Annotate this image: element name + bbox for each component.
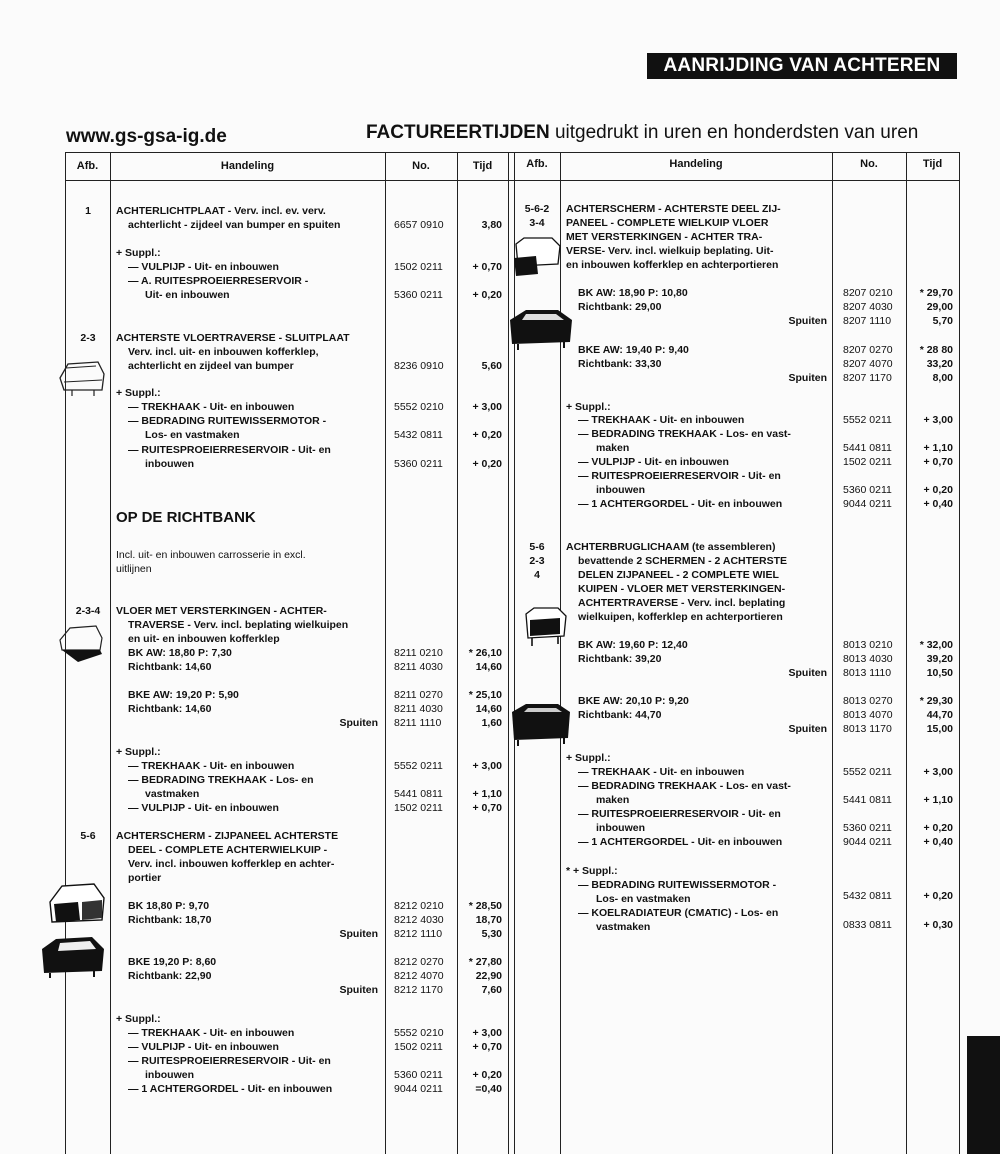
suppl-item: — TREKHAAK - Uit- en inbouwen bbox=[128, 760, 295, 772]
car-rear-axle-body-dark-icon bbox=[510, 702, 572, 748]
part-number: 9044 0211 bbox=[394, 1083, 443, 1095]
time-value: 5,60 bbox=[481, 360, 502, 372]
time-value: * 28,50 bbox=[468, 900, 502, 912]
time-value: + 0,70 bbox=[472, 802, 502, 814]
col-rule bbox=[508, 152, 509, 1154]
time-value: * 32,00 bbox=[919, 639, 953, 651]
suppl-item: — VULPIJP - Uit- en inbouwen bbox=[128, 802, 279, 814]
suppl-item-cont: vastmaken bbox=[145, 788, 200, 800]
time-value: 18,70 bbox=[475, 914, 502, 926]
suppl-item: — BEDRADING RUITEWISSERMOTOR - bbox=[128, 415, 327, 427]
operation-text: ACHTERTRAVERSE - Verv. incl. beplating bbox=[578, 597, 786, 609]
time-value: + 3,00 bbox=[923, 414, 953, 426]
suppl-item-cont: vastmaken bbox=[596, 921, 651, 933]
part-number: 5360 0211 bbox=[394, 458, 443, 470]
part-number: 5360 0211 bbox=[394, 289, 443, 301]
time-value: 5,70 bbox=[932, 315, 953, 327]
richtbank-line: Richtbank: 22,90 bbox=[128, 970, 212, 982]
operation-text: bevattende 2 SCHERMEN - 2 ACHTERSTE bbox=[578, 555, 788, 567]
operation-text: achterlicht - zijdeel van bumper en spuiten bbox=[128, 219, 341, 231]
part-number: 5441 0811 bbox=[843, 794, 892, 806]
richtbank-line: Richtbank: 33,30 bbox=[578, 358, 662, 370]
part-number: 8013 0270 bbox=[843, 695, 893, 707]
afb-number: 4 bbox=[534, 569, 540, 581]
part-number: 8236 0910 bbox=[394, 360, 444, 372]
part-number: 8211 0210 bbox=[394, 647, 443, 659]
part-number: 8207 4070 bbox=[843, 358, 893, 370]
time-value: + 0,30 bbox=[923, 919, 953, 931]
part-number: 8207 1170 bbox=[843, 372, 892, 384]
suppl-heading: + Suppl.: bbox=[566, 752, 611, 764]
time-value: 22,90 bbox=[475, 970, 502, 982]
part-number: 1502 0211 bbox=[394, 802, 443, 814]
suppl-item: — VULPIJP - Uit- en inbouwen bbox=[128, 261, 279, 273]
part-number: 8211 4030 bbox=[394, 703, 443, 715]
col-header-tijd-right: Tijd bbox=[922, 158, 943, 170]
time-value: =0,40 bbox=[475, 1083, 502, 1095]
operation-title: ACHTERBRUGLICHAAM (te assembleren) bbox=[566, 541, 776, 553]
time-value: 10,50 bbox=[926, 667, 953, 679]
time-value: 7,60 bbox=[481, 984, 502, 996]
operation-text: TRAVERSE - Verv. incl. beplating wielkuipen bbox=[128, 619, 349, 631]
afb-number: 5-6 bbox=[80, 830, 96, 842]
richtbank-line: Richtbank: 29,00 bbox=[578, 301, 662, 313]
suppl-item: — BEDRADING TREKHAAK - Los- en vast- bbox=[578, 780, 791, 792]
section-note: Incl. uit- en inbouwen carrosserie in excl. bbox=[116, 549, 306, 561]
part-number: 5441 0811 bbox=[394, 788, 443, 800]
col-header-no-right: No. bbox=[860, 158, 878, 170]
part-number: 8211 0270 bbox=[394, 689, 443, 701]
bke-line: BKE AW: 20,10 P: 9,20 bbox=[578, 695, 689, 707]
part-number: 9044 0211 bbox=[843, 498, 892, 510]
part-number: 5432 0811 bbox=[394, 429, 443, 441]
part-number: 5552 0211 bbox=[843, 766, 892, 778]
suppl-item: — 1 ACHTERGORDEL - Uit- en inbouwen bbox=[578, 498, 783, 510]
operation-text: VERSE- Verv. incl. wielkuip beplating. Uit- bbox=[566, 245, 774, 257]
suppl-item: — RUITESPROEIERRESERVOIR - Uit- en bbox=[128, 1055, 331, 1067]
suppl-item-cont: inbouwen bbox=[596, 822, 645, 834]
part-number: 5552 0210 bbox=[394, 1027, 444, 1039]
part-number: 8212 4070 bbox=[394, 970, 444, 982]
part-number: 8013 1110 bbox=[843, 667, 892, 679]
car-floor-outline-icon bbox=[58, 620, 104, 666]
part-number: 8212 0210 bbox=[394, 900, 444, 912]
richtbank-line: Richtbank: 14,60 bbox=[128, 703, 212, 715]
suppl-item: — 1 ACHTERGORDEL - Uit- en inbouwen bbox=[128, 1083, 333, 1095]
operation-title: VLOER MET VERSTERKINGEN - ACHTER- bbox=[116, 605, 327, 617]
time-value: 29,00 bbox=[926, 301, 953, 313]
part-number: 5552 0211 bbox=[843, 414, 892, 426]
col-header-handeling-right: Handeling bbox=[669, 158, 723, 170]
suppl-heading: + Suppl.: bbox=[116, 387, 161, 399]
bk-line: BK AW: 18,90 P: 10,80 bbox=[578, 287, 688, 299]
suppl-item: — TREKHAAK - Uit- en inbouwen bbox=[578, 414, 745, 426]
col-rule bbox=[832, 152, 833, 1154]
part-number: 6657 0910 bbox=[394, 219, 444, 231]
time-value: + 0,20 bbox=[472, 429, 502, 441]
col-rule bbox=[560, 152, 561, 1154]
suppl-heading: + Suppl.: bbox=[116, 247, 161, 259]
suppl-heading: + Suppl.: bbox=[116, 746, 161, 758]
col-header-tijd: Tijd bbox=[472, 160, 493, 172]
spuiten-label: Spuiten bbox=[788, 372, 827, 384]
part-number: 1502 0211 bbox=[394, 261, 443, 273]
time-value: 15,00 bbox=[926, 723, 953, 735]
part-number: 5552 0211 bbox=[394, 760, 443, 772]
suppl-item: — VULPIJP - Uit- en inbouwen bbox=[128, 1041, 279, 1053]
suppl-item: — BEDRADING TREKHAAK - Los- en vast- bbox=[578, 428, 791, 440]
suppl-item: — RUITESPROEIERRESERVOIR - Uit- en bbox=[578, 470, 781, 482]
suppl-item-cont: Los- en vastmaken bbox=[145, 429, 240, 441]
suppl-item-cont: Los- en vastmaken bbox=[596, 893, 691, 905]
bk-line: BK AW: 19,60 P: 12,40 bbox=[578, 639, 688, 651]
header-top-rule bbox=[65, 152, 960, 153]
time-value: 44,70 bbox=[926, 709, 953, 721]
time-value: + 3,00 bbox=[472, 760, 502, 772]
operation-text: DELEN ZIJPANEEL - 2 COMPLETE WIEL bbox=[578, 569, 779, 581]
spuiten-label: Spuiten bbox=[788, 315, 827, 327]
time-value: + 1,10 bbox=[923, 442, 953, 454]
time-value: + 0,20 bbox=[923, 484, 953, 496]
spuiten-label: Spuiten bbox=[788, 667, 827, 679]
car-rear-outline-icon bbox=[58, 352, 106, 400]
operation-text: KUIPEN - VLOER MET VERSTERKINGEN- bbox=[578, 583, 786, 595]
suppl-item: — A. RUITESPROEIERRESERVOIR - bbox=[128, 275, 309, 287]
spuiten-label: Spuiten bbox=[788, 723, 827, 735]
part-number: 1502 0211 bbox=[843, 456, 892, 468]
suppl-item: — VULPIJP - Uit- en inbouwen bbox=[578, 456, 729, 468]
part-number: 0833 0811 bbox=[843, 919, 892, 931]
afb-number: 2-3 bbox=[529, 555, 545, 567]
bke-line: BKE AW: 19,40 P: 9,40 bbox=[578, 344, 689, 356]
time-value: * 26,10 bbox=[468, 647, 502, 659]
col-rule bbox=[959, 152, 960, 1154]
time-value: + 0,20 bbox=[923, 822, 953, 834]
afb-number: 5-6-2 bbox=[524, 203, 550, 215]
col-rule bbox=[457, 152, 458, 1154]
operation-text: MET VERSTERKINGEN - ACHTER TRA- bbox=[566, 231, 763, 243]
operation-text: portier bbox=[128, 872, 162, 884]
operation-text: Verv. incl. uit- en inbouwen kofferklep, bbox=[128, 346, 319, 358]
col-rule bbox=[514, 152, 515, 1154]
suppl-item-cont: inbouwen bbox=[596, 484, 645, 496]
time-value: + 0,20 bbox=[472, 458, 502, 470]
operation-text: wielkuipen, kofferklep en achterportieren bbox=[578, 611, 783, 623]
car-rear-quarter-icon bbox=[48, 880, 106, 930]
time-value: * 29,30 bbox=[919, 695, 953, 707]
afb-number: 2-3-4 bbox=[75, 605, 101, 617]
col-header-afb-right: Afb. bbox=[526, 158, 548, 170]
suppl-heading: + Suppl.: bbox=[116, 1013, 161, 1025]
bk-line: BK AW: 18,80 P: 7,30 bbox=[128, 647, 232, 659]
time-value: + 1,10 bbox=[923, 794, 953, 806]
col-rule bbox=[385, 152, 386, 1154]
part-number: 8212 0270 bbox=[394, 956, 444, 968]
time-value: + 0,40 bbox=[923, 498, 953, 510]
page-subtitle bbox=[366, 122, 918, 144]
col-header-no: No. bbox=[412, 160, 430, 172]
part-number: 8211 1110 bbox=[394, 717, 442, 729]
time-value: 39,20 bbox=[926, 653, 953, 665]
subtitle-bold: FACTUREERTIJDEN bbox=[366, 122, 550, 143]
time-value: 14,60 bbox=[475, 703, 502, 715]
operation-text: PANEEL - COMPLETE WIELKUIP VLOER bbox=[566, 217, 769, 229]
suppl-item: — TREKHAAK - Uit- en inbouwen bbox=[578, 766, 745, 778]
time-value: + 3,00 bbox=[472, 401, 502, 413]
site-url: www.gs-gsa-ig.de bbox=[66, 126, 227, 147]
time-value: * 29,70 bbox=[919, 287, 953, 299]
suppl-item-cont: maken bbox=[596, 794, 630, 806]
car-rear-section-icon bbox=[512, 234, 562, 280]
section-heading: OP DE RICHTBANK bbox=[116, 509, 256, 526]
richtbank-line: Richtbank: 44,70 bbox=[578, 709, 662, 721]
part-number: 8207 1110 bbox=[843, 315, 892, 327]
part-number: 8212 1110 bbox=[394, 928, 443, 940]
header-bottom-rule bbox=[65, 180, 960, 181]
time-value: + 0,70 bbox=[923, 456, 953, 468]
col-header-handeling: Handeling bbox=[220, 160, 275, 172]
suppl-item: — TREKHAAK - Uit- en inbouwen bbox=[128, 1027, 295, 1039]
section-note: uitlijnen bbox=[116, 563, 152, 575]
spuiten-label: Spuiten bbox=[339, 984, 378, 996]
part-number: 8207 0270 bbox=[843, 344, 893, 356]
part-number: 8211 4030 bbox=[394, 661, 443, 673]
suppl-item: — BEDRADING TREKHAAK - Los- en bbox=[128, 774, 314, 786]
operation-text: en inbouwen kofferklep en achterportieren bbox=[566, 259, 779, 271]
part-number: 9044 0211 bbox=[843, 836, 892, 848]
operation-title: ACHTERSCHERM - ZIJPANEEL ACHTERSTE bbox=[116, 830, 339, 842]
operation-title: ACHTERSTE VLOERTRAVERSE - SLUITPLAAT bbox=[116, 332, 350, 344]
col-rule bbox=[906, 152, 907, 1154]
suppl-item: — RUITESPROEIERRESERVOIR - Uit- en bbox=[128, 444, 331, 456]
subtitle-rest: uitgedrukt in uren en honderdsten van uren bbox=[549, 122, 919, 143]
spuiten-label: Spuiten bbox=[339, 717, 378, 729]
time-value: + 0,70 bbox=[472, 261, 502, 273]
operation-title: ACHTERLICHTPLAAT - Verv. incl. ev. verv. bbox=[116, 205, 326, 217]
part-number: 8212 4030 bbox=[394, 914, 444, 926]
time-value: 1,60 bbox=[481, 717, 502, 729]
time-value: + 0,40 bbox=[923, 836, 953, 848]
richtbank-line: Richtbank: 14,60 bbox=[128, 661, 212, 673]
part-number: 8013 4070 bbox=[843, 709, 893, 721]
suppl-heading: + Suppl.: bbox=[566, 401, 611, 413]
operation-text: en uit- en inbouwen kofferklep bbox=[128, 633, 280, 645]
part-number: 5360 0211 bbox=[843, 822, 892, 834]
bk-line: BK 18,80 P: 9,70 bbox=[128, 900, 210, 912]
car-rear-axle-body-icon bbox=[522, 606, 568, 650]
time-value: 14,60 bbox=[475, 661, 502, 673]
time-value: + 0,20 bbox=[472, 289, 502, 301]
part-number: 8207 0210 bbox=[843, 287, 893, 299]
afb-number: 3-4 bbox=[529, 217, 545, 229]
suppl-item: — KOELRADIATEUR (CMATIC) - Los- en bbox=[578, 907, 779, 919]
suppl-item-cont: inbouwen bbox=[145, 458, 194, 470]
time-value: + 0,20 bbox=[923, 890, 953, 902]
afb-number: 1 bbox=[85, 205, 91, 217]
part-number: 8212 1170 bbox=[394, 984, 443, 996]
time-value: + 0,20 bbox=[472, 1069, 502, 1081]
page-edge-tab bbox=[967, 1036, 1000, 1154]
time-value: + 0,70 bbox=[472, 1041, 502, 1053]
bke-line: BKE AW: 19,20 P: 5,90 bbox=[128, 689, 239, 701]
car-rear-body-dark-icon bbox=[508, 308, 574, 352]
operation-text: Verv. incl. inbouwen kofferklep en achter- bbox=[128, 858, 335, 870]
suppl-item-cont: inbouwen bbox=[145, 1069, 194, 1081]
part-number: 8013 0210 bbox=[843, 639, 893, 651]
suppl-item: — BEDRADING RUITEWISSERMOTOR - bbox=[578, 879, 777, 891]
suppl-heading: * + Suppl.: bbox=[566, 865, 618, 877]
suppl-item-cont: maken bbox=[596, 442, 630, 454]
time-value: * 27,80 bbox=[468, 956, 502, 968]
time-value: 8,00 bbox=[932, 372, 953, 384]
afb-number: 2-3 bbox=[80, 332, 96, 344]
time-value: * 25,10 bbox=[468, 689, 502, 701]
suppl-item: — RUITESPROEIERRESERVOIR - Uit- en bbox=[578, 808, 781, 820]
suppl-item: — TREKHAAK - Uit- en inbouwen bbox=[128, 401, 295, 413]
part-number: 1502 0211 bbox=[394, 1041, 443, 1053]
time-value: 5,30 bbox=[481, 928, 502, 940]
operation-text: achterlicht en zijdeel van bumper bbox=[128, 360, 294, 372]
richtbank-line: Richtbank: 39,20 bbox=[578, 653, 662, 665]
part-number: 5432 0811 bbox=[843, 890, 892, 902]
time-value: 3,80 bbox=[481, 219, 502, 231]
part-number: 8013 4030 bbox=[843, 653, 893, 665]
time-value: + 3,00 bbox=[923, 766, 953, 778]
time-value: + 3,00 bbox=[472, 1027, 502, 1039]
part-number: 5360 0211 bbox=[394, 1069, 443, 1081]
operation-title: ACHTERSCHERM - ACHTERSTE DEEL ZIJ- bbox=[566, 203, 781, 215]
suppl-item: — 1 ACHTERGORDEL - Uit- en inbouwen bbox=[578, 836, 783, 848]
bke-line: BKE 19,20 P: 8,60 bbox=[128, 956, 217, 968]
col-rule bbox=[110, 152, 111, 1154]
part-number: 5441 0811 bbox=[843, 442, 892, 454]
time-value: + 1,10 bbox=[472, 788, 502, 800]
part-number: 5552 0210 bbox=[394, 401, 444, 413]
part-number: 5360 0211 bbox=[843, 484, 892, 496]
col-header-afb: Afb. bbox=[76, 160, 99, 172]
time-value: * 28 80 bbox=[919, 344, 953, 356]
part-number: 8013 1170 bbox=[843, 723, 892, 735]
operation-text: DEEL - COMPLETE ACHTERWIELKUIP - bbox=[128, 844, 328, 856]
time-value: 33,20 bbox=[926, 358, 953, 370]
afb-number: 5-6 bbox=[529, 541, 545, 553]
car-rear-quarter-dark-icon bbox=[40, 935, 106, 979]
richtbank-line: Richtbank: 18,70 bbox=[128, 914, 212, 926]
part-number: 8207 4030 bbox=[843, 301, 893, 313]
spuiten-label: Spuiten bbox=[339, 928, 378, 940]
page-title: AANRIJDING VAN ACHTEREN bbox=[647, 53, 957, 79]
suppl-item-cont: Uit- en inbouwen bbox=[145, 289, 230, 301]
